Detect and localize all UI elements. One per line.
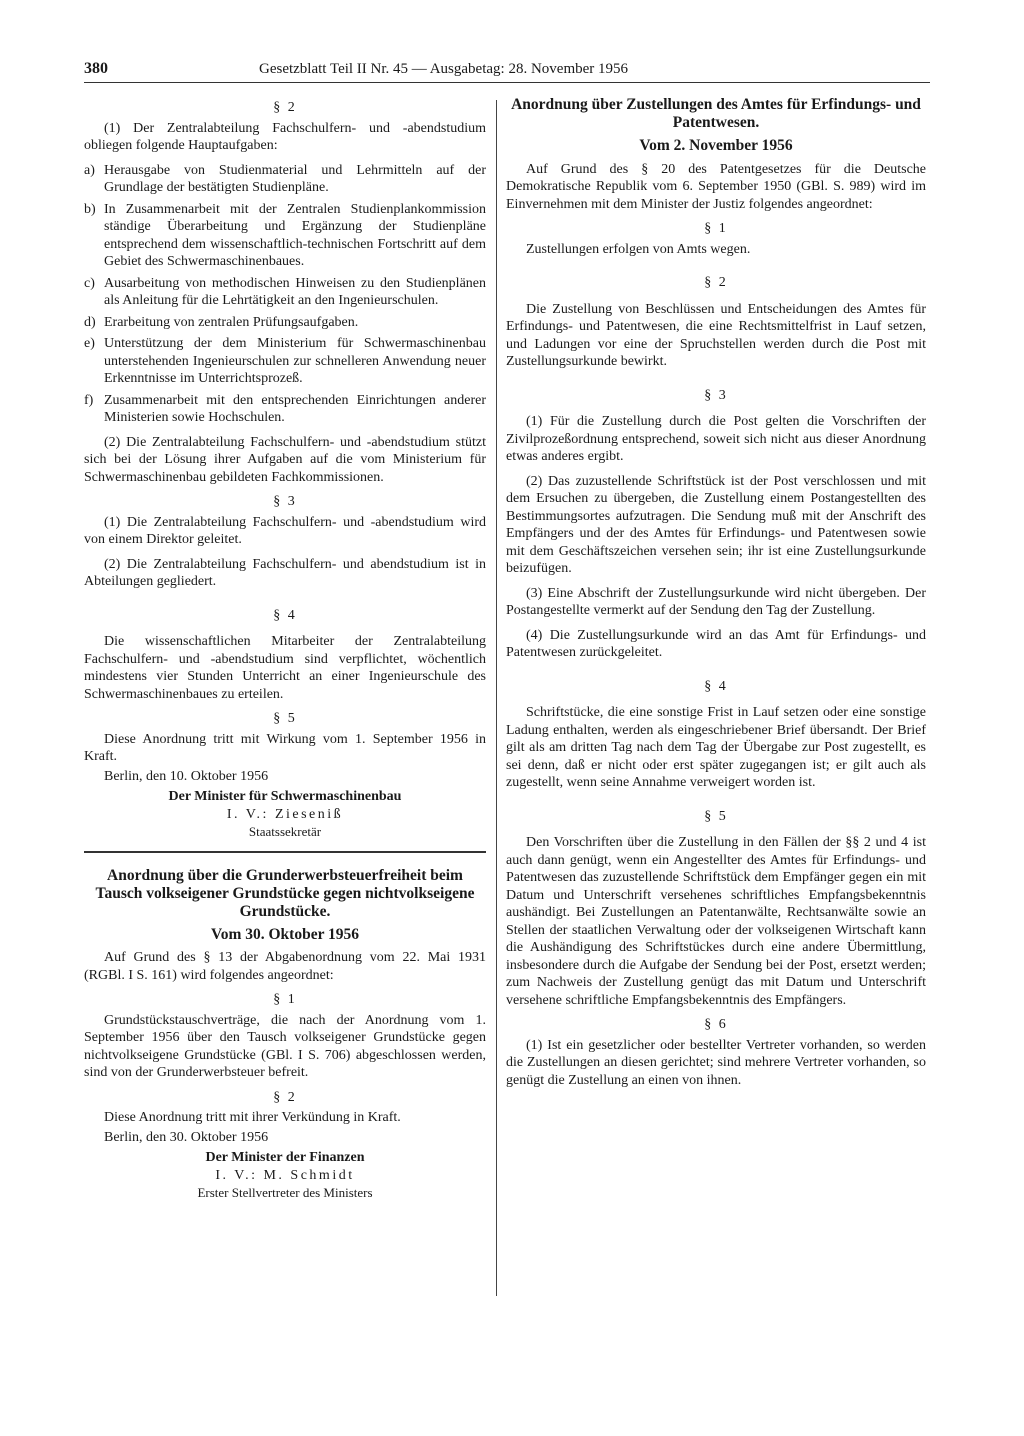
- page-header: [84, 58, 752, 80]
- list-item-label: e): [84, 336, 95, 351]
- right-column: [506, 96, 926, 1096]
- paragraph: (1) Ist ein gesetzlicher oder bestellter Vertreter vorhanden, so werden die Zustellungen an diesen gerichtet; sind mehrere Vertreter vorhanden, so genügt die Zustellung an einen von ihnen.: [506, 1037, 926, 1088]
- paragraph: (3) Eine Abschrift der Zustellungsurkunde wird nicht übergeben. Der Postangestellte vermerkt auf der Sendung den Tag der Zustellung.: [506, 585, 926, 618]
- list-item-text: Unterstützung der dem Ministerium für Schwermaschinenbau unterstehenden Ingenieurschulen zur schnelleren Anwendung neuer Erkenntnisse im Unterrichtsprozeß.: [104, 336, 486, 386]
- list-item-label: f): [84, 392, 94, 408]
- article-date: Vom 2. November 1956: [639, 137, 793, 154]
- list-item-text: Ausarbeitung von methodischen Hinweisen zu den Studienplänen als Anleitung für die Lehrtätigkeit an den Ingenieurschulen.: [104, 275, 486, 308]
- section-heading: § 4: [273, 607, 297, 623]
- running-head: Gesetzblatt Teil II Nr. 45 — Ausgabetag: 28. November 1956: [259, 61, 629, 77]
- list-item-label: c): [84, 275, 95, 291]
- paragraph: Die wissenschaftlichen Mitarbeiter der Zentralabteilung Fachschulfern- und -abendstudium sind verpflichtet, wöchentlich mindestens vier Stunden Unterricht an einer Ingenieurschule des Schwermaschinenbaues zu erteilen.: [84, 634, 486, 702]
- paragraph: (4) Die Zustellungsurkunde wird an das Amt für Erfindungs- und Patentwesen zurückgeleitet.: [506, 627, 926, 660]
- list-item-label: b): [84, 201, 96, 217]
- paragraph: Auf Grund des § 20 des Patentgesetzes für die Deutsche Demokratische Republik vom 6. September 1950 (GBl. S. 989) wird im Einvernehmen mit dem Minister der Justiz folgendes angeordnet:: [506, 161, 926, 212]
- paragraph: (2) Das zuzustellende Schriftstück ist der Post verschlossen und mit dem Ersuchen zu übergeben, die Zustellung einem Postangestellten des Bestimmungsortes aufzutragen. Die Sendung muß mit der Anschrift des Empfängers und der des Amtes für Erfindungs- und Patentwesen sowie mit dem Geschäftszeichen versehen sein; ihr ist eine Zustellungsurkunde beizufügen.: [506, 473, 926, 576]
- place-date: Berlin, den 10. Oktober 1956: [104, 768, 269, 784]
- paragraph: Den Vorschriften über die Zustellung in den Fällen der §§ 2 und 4 ist auch dann genügt, wenn ein Angestellter des Amtes für Erfindungs- und Patentwesen das zuzustellende Schriftstück dem Empfänger gegen ein mit Datum und Unterschrift versehenes schriftliches Empfangsbekenntnis aushändigt. Bei Zustellungen an Patentanwälte, Rechtsanwälte sowie an Stellen der staatlichen Verwaltung oder der volkseigenen Wirtschaft kann die Aushändigung des Schriftstückes durch eine andere Übermittlung, insbesondere durch die Aufgabe der Sendung bei der Post, ersetzt werden; zum Nachweis der Zustellung genügt das mit Datum und Unterschrift versehene schriftliche Empfangsbekenntnis des Empfängers.: [506, 835, 926, 1008]
- left-column: [84, 96, 486, 1202]
- list-item-text: In Zusammenarbeit mit der Zentralen Studienplankommission ständige Überarbeitung und Ergänzung der Studienpläne entsprechend dem wissenschaftlich-technischen Fortschritt auf dem Gebiet des Schwermaschinenbaues.: [104, 201, 486, 269]
- paragraph: Auf Grund des § 13 der Abgabenordnung vom 22. Mai 1931 (RGBl. I S. 161) wird folgendes angeordnet:: [84, 950, 486, 983]
- signer-title: Der Minister der Finanzen: [205, 1150, 365, 1165]
- list-item: [84, 392, 486, 427]
- paragraph: Zustellungen erfolgen von Amts wegen.: [526, 241, 751, 257]
- list-item: [84, 162, 486, 197]
- article-title: Anordnung über die Grunderwerbsteuerfreiheit beim Tausch volkseigener Grundstücke gegen nichtvolkseigene Grundstücke.: [95, 866, 475, 920]
- signer-name: I. V.: M. Schmidt: [215, 1167, 355, 1183]
- list-item: [84, 201, 486, 271]
- section-heading: § 2: [273, 100, 297, 115]
- article-title: Anordnung über Zustellungen des Amtes für Erfindungs- und Patentwesen.: [511, 96, 921, 131]
- list-item-text: Herausgabe von Studienmaterial und Lehrmitteln auf der Grundlage der bestätigten Studienpläne.: [104, 162, 486, 195]
- section-heading: § 2: [273, 1089, 297, 1105]
- signer-role: Staatssekretär: [248, 824, 322, 839]
- paragraph: (1) Die Zentralabteilung Fachschulfern- und -abendstudium wird von einem Direktor geleitet.: [84, 514, 486, 547]
- section-heading: § 6: [704, 1017, 728, 1032]
- list-item-label: a): [84, 162, 95, 178]
- paragraph: Grundstückstauschverträge, die nach der Anordnung vom 1. September 1956 über den Tausch volkseigener Grundstücke gegen nichtvolkseigene Grundstücke (GBl. I S. 706) abgeschlossen werden, sind von der Grunderwerbsteuer befreit.: [84, 1012, 486, 1080]
- paragraph: (2) Die Zentralabteilung Fachschulfern- und -abendstudium stützt sich bei der Lösung ihrer Aufgaben auf die vom Ministerium für Schwermaschinenbau gebildeten Fachkommissionen.: [84, 434, 486, 485]
- section-heading: § 1: [704, 221, 728, 236]
- place-date: Berlin, den 30. Oktober 1956: [104, 1129, 269, 1145]
- paragraph: (2) Die Zentralabteilung Fachschulfern- und abendstudium ist in Abteilungen gegliedert.: [84, 556, 486, 589]
- paragraph: Die Zustellung von Beschlüssen und Entscheidungen des Amtes für Erfindungs- und Patentwesen, die eine Rechtsmittelfrist in Lauf setzen, und Ladungen vor eine der Spruchstellen werden durch die Post mit Zustellungsurkunde bewirkt.: [506, 301, 926, 369]
- list-item: [84, 335, 486, 388]
- section-heading: § 5: [273, 711, 297, 726]
- paragraph: (1) Der Zentralabteilung Fachschulfern- und -abendstudium obliegen folgende Hauptaufgaben:: [84, 120, 486, 153]
- section-heading: § 3: [273, 494, 297, 509]
- list-item-text: Zusammenarbeit mit den entsprechenden Einrichtungen anderer Ministerien sowie Hochschulen.: [104, 392, 486, 425]
- article-date: Vom 30. Oktober 1956: [210, 925, 360, 943]
- list-item-label: d): [84, 314, 96, 330]
- paragraph: Schriftstücke, die eine sonstige Frist in Lauf setzen oder eine sonstige Ladung enthalten, werden als eingeschriebener Brief übersandt. Der Brief gilt als am dritten Tag nach dem Tag der Übergabe zur Post zugestellt, es sei denn, daß er nicht oder erst später zugegangen ist; er gilt auch als zugestellt, wenn seine Annahme verweigert worden ist.: [506, 705, 926, 790]
- section-heading: § 4: [704, 678, 728, 694]
- list-item-text: Erarbeitung von zentralen Prüfungsaufgaben.: [104, 314, 359, 330]
- section-heading: § 5: [704, 808, 728, 824]
- section-heading: § 3: [704, 387, 728, 403]
- header-rule: [84, 82, 930, 83]
- article-separator: [84, 851, 486, 853]
- list-item: [84, 314, 486, 332]
- paragraph: Diese Anordnung tritt mit Wirkung vom 1. September 1956 in Kraft.: [84, 731, 486, 764]
- paragraph: (1) Für die Zustellung durch die Post gelten die Vorschriften der Zivilprozeßordnung entsprechend, soweit sich nicht aus dieser Anordnung etwas anderes ergibt.: [506, 414, 926, 464]
- page-number: 380: [84, 60, 108, 77]
- signer-role: Erster Stellvertreter des Ministers: [197, 1185, 373, 1200]
- section-heading: § 1: [273, 992, 297, 1007]
- signer-name: I. V.: Ziesenіß: [226, 806, 344, 822]
- signer-title: Der Minister für Schwermaschinenbau: [168, 789, 402, 804]
- paragraph: Diese Anordnung tritt mit ihrer Verkündung in Kraft.: [104, 1110, 401, 1125]
- list-item: [84, 275, 486, 310]
- section-heading: § 2: [704, 275, 728, 290]
- column-divider: [496, 100, 497, 1296]
